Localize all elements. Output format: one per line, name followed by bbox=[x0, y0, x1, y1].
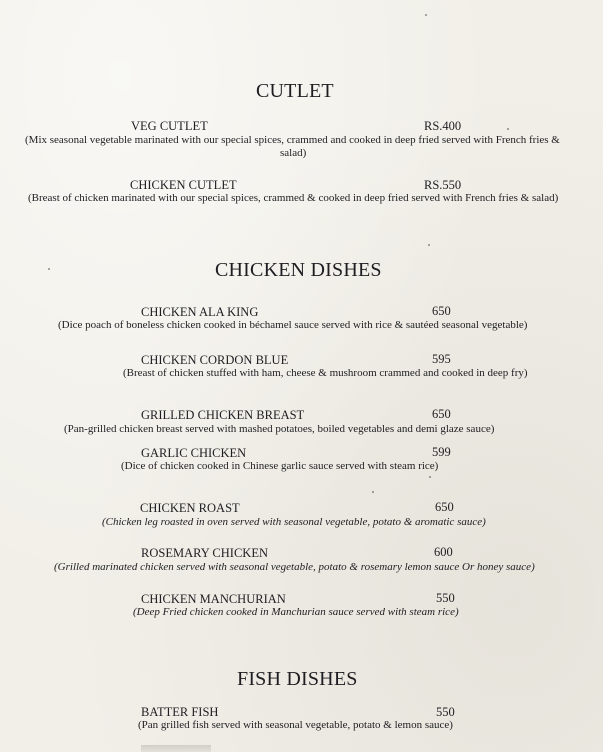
paper-speck bbox=[372, 491, 374, 493]
section-title-chicken-dishes: CHICKEN DISHES bbox=[215, 259, 382, 281]
section-title-fish-dishes: FISH DISHES bbox=[237, 668, 358, 690]
item-price-chicken-cutlet: RS.550 bbox=[424, 178, 462, 192]
item-price-garlic-chicken: 599 bbox=[432, 445, 451, 459]
paper-speck bbox=[48, 268, 50, 270]
item-price-rosemary-chicken: 600 bbox=[434, 545, 453, 559]
item-name-chicken-ala-king: CHICKEN ALA KING bbox=[141, 305, 259, 319]
paper-speck bbox=[429, 476, 431, 478]
item-desc-chicken-roast: (Chicken leg roasted in oven served with seasonal vegetable, potato & aromatic sauce) bbox=[102, 516, 486, 528]
paper-speck bbox=[428, 244, 430, 246]
item-price-chicken-manchurian: 550 bbox=[436, 591, 455, 605]
item-desc-veg-cutlet-cont: salad) bbox=[280, 147, 307, 159]
item-price-veg-cutlet: RS.400 bbox=[424, 119, 462, 133]
item-price-chicken-roast: 650 bbox=[435, 500, 454, 514]
item-desc-chicken-cordon-blue: (Breast of chicken stuffed with ham, cheese & mushroom crammed and cooked in deep fry) bbox=[123, 367, 528, 379]
item-desc-chicken-manchurian: (Deep Fried chicken cooked in Manchurian sauce served with steam rice) bbox=[133, 606, 459, 618]
item-price-chicken-ala-king: 650 bbox=[432, 304, 451, 318]
item-name-chicken-manchurian: CHICKEN MANCHURIAN bbox=[141, 592, 286, 606]
item-desc-chicken-ala-king: (Dice poach of boneless chicken cooked in béchamel sauce served with rice & sautéed seasonal vegetable) bbox=[58, 319, 528, 331]
item-desc-grilled-chicken-breast: (Pan-grilled chicken breast served with mashed potatoes, boiled vegetables and demi glaze sauce) bbox=[64, 423, 495, 435]
item-name-garlic-chicken: GARLIC CHICKEN bbox=[141, 446, 247, 460]
item-name-veg-cutlet: VEG CUTLET bbox=[131, 119, 208, 133]
item-name-chicken-cutlet: CHICKEN CUTLET bbox=[130, 178, 237, 192]
paper-speck bbox=[425, 14, 427, 16]
item-name-rosemary-chicken: ROSEMARY CHICKEN bbox=[141, 546, 268, 560]
item-price-batter-fish: 550 bbox=[436, 705, 455, 719]
cut-off-line bbox=[141, 745, 211, 752]
item-name-grilled-chicken-breast: GRILLED CHICKEN BREAST bbox=[141, 408, 305, 422]
item-name-chicken-roast: CHICKEN ROAST bbox=[140, 501, 240, 515]
item-desc-rosemary-chicken: (Grilled marinated chicken served with seasonal vegetable, potato & rosemary lemon sauce Or honey sauce) bbox=[54, 561, 535, 573]
item-desc-chicken-cutlet: (Breast of chicken marinated with our special spices, crammed & cooked in deep fried served with French fries & salad) bbox=[28, 192, 559, 204]
paper-speck bbox=[507, 128, 509, 130]
item-name-chicken-cordon-blue: CHICKEN CORDON BLUE bbox=[141, 353, 289, 367]
item-desc-garlic-chicken: (Dice of chicken cooked in Chinese garlic sauce served with steam rice) bbox=[121, 460, 439, 472]
item-price-chicken-cordon-blue: 595 bbox=[432, 352, 451, 366]
section-title-cutlet: CUTLET bbox=[256, 80, 334, 102]
item-name-batter-fish: BATTER FISH bbox=[141, 705, 219, 719]
item-desc-batter-fish: (Pan grilled fish served with seasonal vegetable, potato & lemon sauce) bbox=[138, 719, 453, 731]
item-desc-veg-cutlet: (Mix seasonal vegetable marinated with our special spices, crammed and cooked in deep fried served with French fries & bbox=[25, 134, 560, 146]
item-price-grilled-chicken-breast: 650 bbox=[432, 407, 451, 421]
